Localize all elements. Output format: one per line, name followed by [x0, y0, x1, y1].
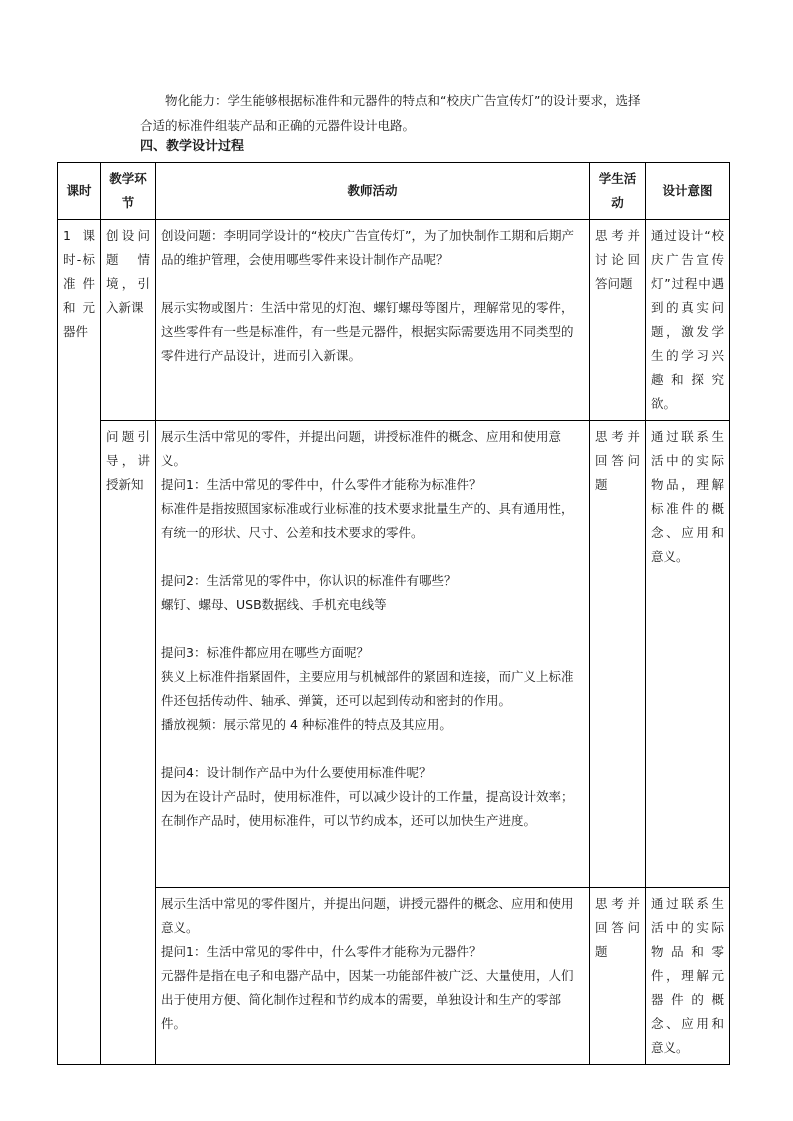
teaching-design-table [57, 162, 730, 1065]
table-row [58, 220, 730, 421]
student-activity-cell: 思考并回答问题 [590, 421, 646, 888]
paragraph-gap [161, 272, 584, 296]
header-student-activity: 学生活动 [590, 163, 646, 220]
intro-paragraph [140, 88, 720, 138]
header-design-intent: 设计意图 [646, 163, 730, 220]
teacher-activity-paragraph: 展示实物或图片：生活中常见的灯泡、螺钉螺母等图片，理解常见的零件，这些零件有一些是标准件，有一些是元器件，根据实际需要选用不同类型的零件进行产品设计，进而引入新课。 [161, 300, 574, 363]
teacher-activity-paragraph: 元器件是指在电子和电器产品中，因某一功能部件被广泛、大量使用，人们出于使用方便、简化制作过程和节约成本的需要，单独设计和生产的零部件。 [161, 968, 574, 1031]
stage-cell: 问题引导，讲授新知 [101, 421, 156, 1065]
design-intent-cell: 通过联系生活中的实际物品和零件，理解元器件的概念、应用和意义。 [646, 888, 730, 1065]
table-row [58, 888, 730, 1065]
paragraph-gap [161, 833, 584, 857]
table-header-row [58, 163, 730, 220]
intro-line-1: 物化能力：学生能够根据标准件和元器件的特点和“校庆广告宣传灯”的设计要求，选择 [165, 93, 641, 108]
teacher-activity-paragraph: 展示生活中常见的零件，并提出问题，讲授标准件的概念、应用和使用意义。 [161, 429, 562, 468]
teacher-activity-paragraph: 提问1：生活中常见的零件中，什么零件才能称为标准件？ [161, 477, 482, 492]
paragraph-gap [161, 617, 584, 641]
table-row [58, 421, 730, 888]
teacher-activity-paragraph: 播放视频：展示常见的 4 种标准件的特点及其应用。 [161, 717, 452, 732]
teacher-activity-paragraph: 标准件是指按照国家标准或行业标准的技术要求批量生产的、具有通用性，有统一的形状、尺寸、公差和技术要求的零件。 [161, 501, 574, 540]
header-teacher-activity: 教师活动 [156, 163, 590, 220]
teacher-activity-paragraph: 提问2：生活常见的零件中，你认识的标准件有哪些？ [161, 573, 457, 588]
teacher-activity-cell [156, 888, 590, 1065]
intro-line-2: 合适的标准件组装产品和正确的元器件设计电路。 [140, 118, 416, 133]
student-activity-cell: 思考并讨论回答问题 [590, 220, 646, 421]
student-activity-cell: 思考并回答问题 [590, 888, 646, 1065]
header-period: 课时 [58, 163, 101, 220]
paragraph-gap [161, 737, 584, 761]
teacher-activity-paragraph: 因为在设计产品时，使用标准件，可以减少设计的工作量，提高设计效率；在制作产品时，使用标准件，可以节约成本，还可以加快生产进度。 [161, 789, 574, 828]
design-intent-cell: 通过设计“校庆广告宣传灯”过程中遇到的真实问题，激发学生的学习兴趣和探究欲。 [646, 220, 730, 421]
teacher-activity-paragraph: 提问3：标准件都应用在哪些方面呢？ [161, 645, 369, 660]
period-cell: 1课时-标准件和元器件 [58, 220, 101, 1065]
teacher-activity-paragraph: 提问1：生活中常见的零件中，什么零件才能称为元器件？ [161, 944, 482, 959]
teacher-activity-paragraph: 展示生活中常见的零件图片，并提出问题，讲授元器件的概念、应用和使用意义。 [161, 896, 574, 935]
stage-cell: 创设问题情境，引入新课 [101, 220, 156, 421]
section-heading: 四、教学设计过程 [140, 139, 245, 154]
header-stage: 教学环节 [101, 163, 156, 220]
teacher-activity-paragraph: 提问4：设计制作产品中为什么要使用标准件呢？ [161, 765, 432, 780]
teacher-activity-cell [156, 220, 590, 421]
teacher-activity-paragraph: 螺钉、螺母、USB数据线、手机充电线等 [161, 597, 387, 612]
paragraph-gap [161, 545, 584, 569]
teacher-activity-paragraph: 创设问题：李明同学设计的“校庆广告宣传灯”，为了加快制作工期和后期产品的维护管理，会使用哪些零件来设计制作产品呢？ [161, 228, 574, 267]
design-intent-cell: 通过联系生活中的实际物品，理解标准件的概念、应用和意义。 [646, 421, 730, 888]
paragraph-gap [161, 1036, 584, 1060]
teacher-activity-cell [156, 421, 590, 888]
teacher-activity-paragraph: 狭义上标准件指紧固件，主要应用与机械部件的紧固和连接，而广义上标准件还包括传动件、轴承、弹簧，还可以起到传动和密封的作用。 [161, 669, 574, 708]
